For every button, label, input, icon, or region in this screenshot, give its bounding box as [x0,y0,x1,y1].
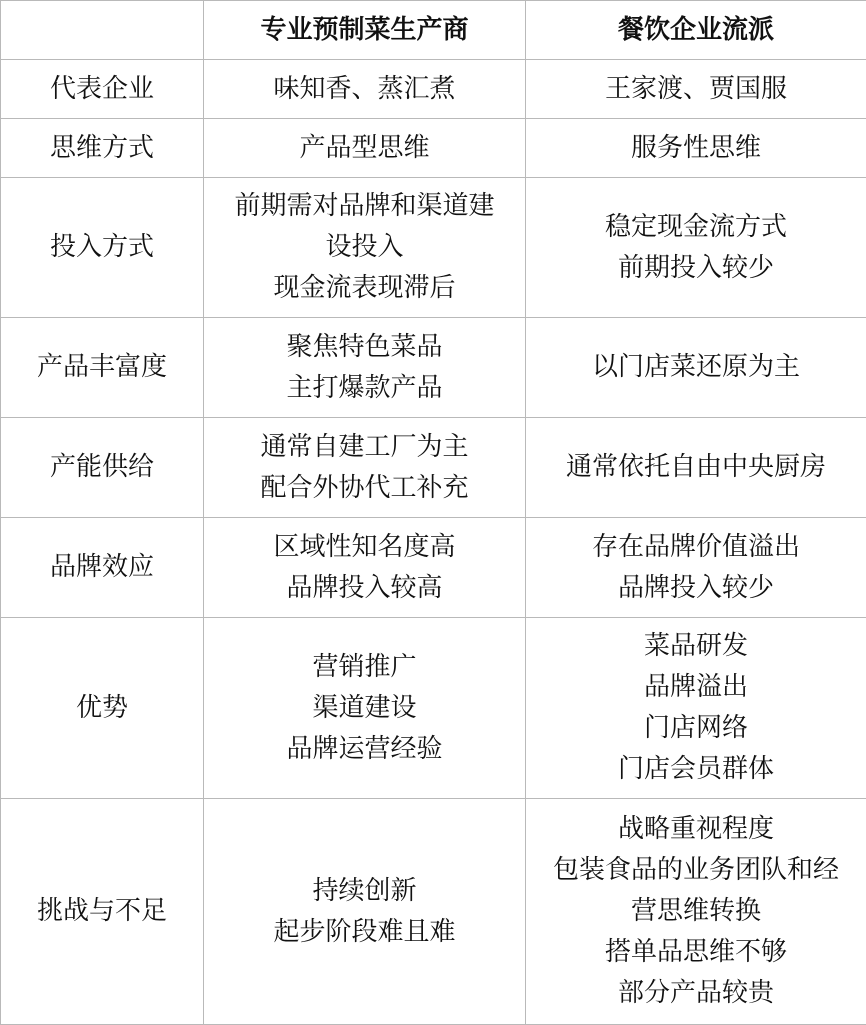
row-label: 产能供给 [1,418,204,518]
restaurant-cell: 菜品研发 品牌溢出 门店网络 门店会员群体 [526,618,866,799]
table-row [1,60,866,119]
producer-cell: 聚焦特色菜品 主打爆款产品 [204,318,526,418]
restaurant-cell: 战略重视程度 包装食品的业务团队和经 营思维转换 搭单品思维不够 部分产品较贵 [526,799,866,1025]
producer-cell: 区域性知名度高 品牌投入较高 [204,518,526,618]
table-row [1,418,866,518]
table-row [1,799,866,1025]
producer-cell: 产品型思维 [204,119,526,178]
producer-cell: 前期需对品牌和渠道建 设投入 现金流表现滞后 [204,178,526,318]
row-label: 代表企业 [1,60,204,119]
restaurant-cell: 通常依托自由中央厨房 [526,418,866,518]
restaurant-cell: 王家渡、贾国服 [526,60,866,119]
producer-cell: 味知香、蒸汇煮 [204,60,526,119]
producer-cell: 通常自建工厂为主 配合外协代工补充 [204,418,526,518]
table-row [1,518,866,618]
row-label: 投入方式 [1,178,204,318]
row-label: 品牌效应 [1,518,204,618]
restaurant-cell: 以门店菜还原为主 [526,318,866,418]
row-label: 优势 [1,618,204,799]
header-row [1,1,866,60]
header-empty-cell [1,1,204,60]
restaurant-cell: 服务性思维 [526,119,866,178]
restaurant-cell: 稳定现金流方式 前期投入较少 [526,178,866,318]
row-label: 产品丰富度 [1,318,204,418]
row-label: 挑战与不足 [1,799,204,1025]
producer-cell: 营销推广 渠道建设 品牌运营经验 [204,618,526,799]
table-row [1,178,866,318]
row-label: 思维方式 [1,119,204,178]
producer-cell: 持续创新 起步阶段难且难 [204,799,526,1025]
header-producer: 专业预制菜生产商 [204,1,526,60]
table-row [1,618,866,799]
table-row [1,318,866,418]
restaurant-cell: 存在品牌价值溢出 品牌投入较少 [526,518,866,618]
table-row [1,119,866,178]
header-restaurant: 餐饮企业流派 [526,1,866,60]
